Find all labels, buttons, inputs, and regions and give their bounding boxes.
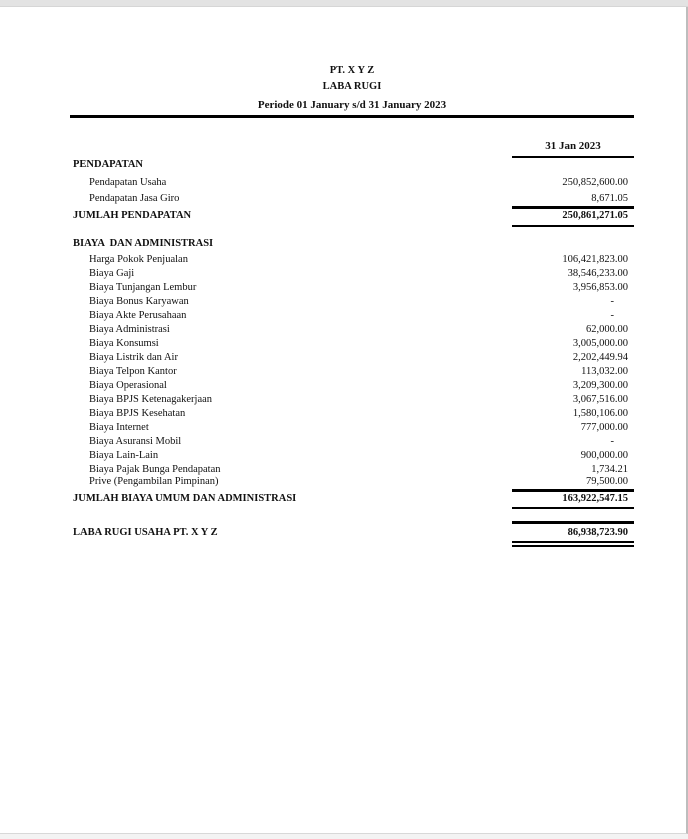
- line-item-value: 3,067,516.00: [572, 394, 628, 405]
- line-item-value: 3,956,853.00: [572, 282, 628, 293]
- section-heading-biaya: [0, 237, 686, 251]
- line-item-label: Biaya Pajak Bunga Pendapatan: [89, 464, 221, 475]
- line-item-label: Biaya Listrik dan Air: [89, 352, 178, 363]
- line-item-label: Biaya Internet: [89, 422, 149, 433]
- line-item-label: Pendapatan Jasa Giro: [89, 193, 180, 204]
- section-heading-label: PENDAPATAN: [73, 159, 143, 170]
- line-item-value: 1,734.21: [591, 464, 628, 475]
- total-label: JUMLAH PENDAPATAN: [73, 210, 192, 221]
- line-item-value: -: [610, 310, 614, 321]
- total-row-biaya: [0, 492, 686, 506]
- line-item-label: Biaya Konsumsi: [89, 338, 159, 349]
- line-item: [0, 449, 686, 463]
- line-item: [0, 351, 686, 365]
- line-item: [0, 267, 686, 281]
- total-value: 250,861,271.05: [562, 210, 628, 221]
- line-item-value: 106,421,823.00: [562, 254, 628, 265]
- line-item-label: Biaya Akte Perusahaan: [89, 310, 187, 321]
- report-title: LABA RUGI: [322, 81, 382, 92]
- line-item-label: Pendapatan Usaha: [89, 177, 167, 188]
- line-item: [0, 281, 686, 295]
- line-item-label: Biaya Telpon Kantor: [89, 366, 177, 377]
- line-item-label: Biaya BPJS Kesehatan: [89, 408, 186, 419]
- line-item: [0, 435, 686, 449]
- line-item-value: 1,580,106.00: [572, 408, 628, 419]
- total-value: 163,922,547.15: [562, 493, 628, 504]
- line-item-value: 777,000.00: [580, 422, 628, 433]
- section-heading-pendapatan: [0, 158, 686, 172]
- line-item-label: Prive (Pengambilan Pimpinan): [89, 476, 219, 487]
- line-item-label: Harga Pokok Penjualan: [89, 254, 188, 265]
- line-item-value: 38,546,233.00: [567, 268, 628, 279]
- line-item: [0, 337, 686, 351]
- net-income-label: LABA RUGI USAHA PT. X Y Z: [73, 527, 218, 538]
- line-item: [0, 253, 686, 267]
- line-item-label: Biaya Administrasi: [89, 324, 170, 335]
- line-item: [0, 379, 686, 393]
- line-item: [0, 192, 686, 206]
- company-name: PT. X Y Z: [329, 65, 375, 76]
- line-item-value: -: [610, 436, 614, 447]
- line-item-value: -: [610, 296, 614, 307]
- line-item-label: Biaya Gaji: [89, 268, 135, 279]
- line-item-value: 79,500.00: [586, 476, 628, 487]
- document-page: [0, 7, 688, 834]
- line-item-label: Biaya BPJS Ketenagakerjaan: [89, 394, 213, 405]
- line-item-label: Biaya Tunjangan Lembur: [89, 282, 197, 293]
- line-item: [0, 365, 686, 379]
- column-header-date: 31 Jan 2023: [545, 140, 601, 152]
- line-item-label: Biaya Lain-Lain: [89, 450, 159, 461]
- subtotal-bottom-rule: [512, 225, 634, 227]
- total-row-pendapatan: [0, 209, 686, 223]
- section-heading-label: BIAYA DAN ADMINISTRASI: [73, 238, 214, 249]
- net-income-double-rule-top: [512, 541, 634, 543]
- line-item: [0, 295, 686, 309]
- line-item-value: 3,005,000.00: [572, 338, 628, 349]
- line-item: [0, 176, 686, 190]
- report-period: Periode 01 January s/d 31 January 2023: [257, 99, 447, 111]
- net-income-row: [0, 526, 686, 540]
- total-label: JUMLAH BIAYA UMUM DAN ADMINISTRASI: [73, 493, 297, 504]
- header-rule: [70, 115, 634, 118]
- viewer-top-bar: [0, 0, 688, 7]
- line-item-value: 62,000.00: [586, 324, 628, 335]
- subtotal-bottom-rule: [512, 507, 634, 509]
- line-item: [0, 393, 686, 407]
- line-item-label: Biaya Bonus Karyawan: [89, 296, 189, 307]
- net-income-top-rule: [512, 521, 634, 524]
- line-item-value: 250,852,600.00: [562, 177, 628, 188]
- line-item: [0, 323, 686, 337]
- line-item-label: Biaya Asuransi Mobil: [89, 436, 182, 447]
- net-income-value: 86,938,723.90: [567, 527, 628, 538]
- line-item-value: 8,671.05: [591, 193, 628, 204]
- line-item: [0, 421, 686, 435]
- line-item: [0, 309, 686, 323]
- line-item-value: 113,032.00: [581, 366, 628, 377]
- line-item: [0, 475, 686, 489]
- line-item-value: 900,000.00: [580, 450, 628, 461]
- line-item-label: Biaya Operasional: [89, 380, 167, 391]
- line-item: [0, 407, 686, 421]
- line-item-value: 2,202,449.94: [572, 352, 628, 363]
- net-income-double-rule-bottom: [512, 545, 634, 547]
- line-item-value: 3,209,300.00: [572, 380, 628, 391]
